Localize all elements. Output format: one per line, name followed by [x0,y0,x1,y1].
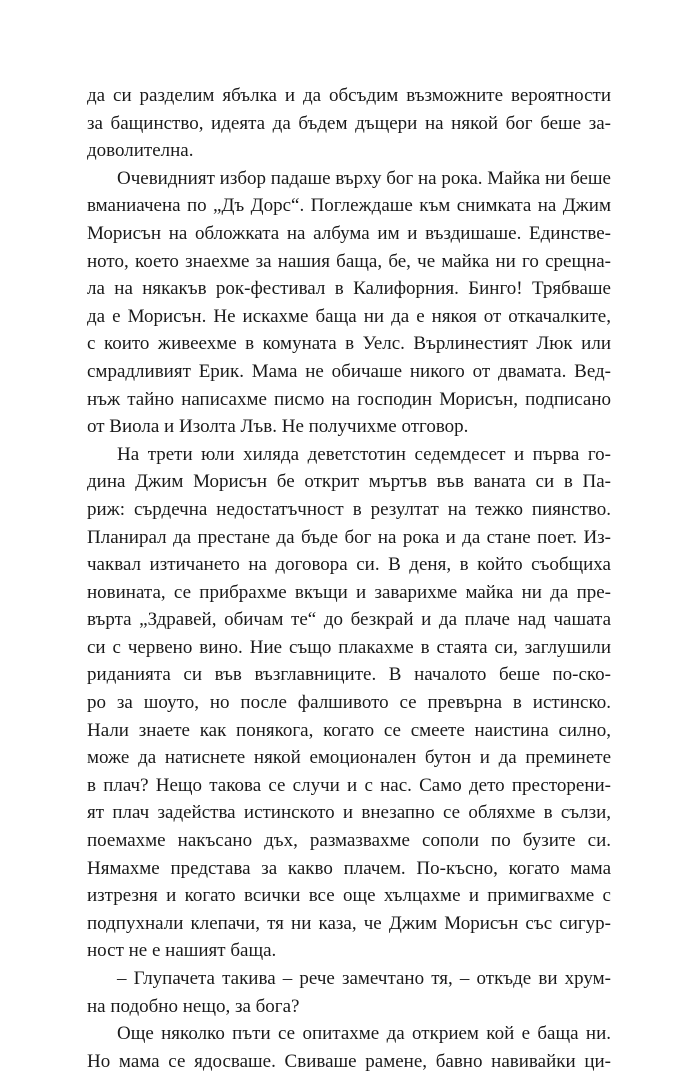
text-line: ла на някакъв рок-фестивал в Калифорния. Бинго! Трябваше [87,278,611,300]
text-line: Морисън на обложката на албума им и въздишаше. Единстве- [87,222,611,244]
text-line: Очевидният избор падаше върху бог на рока. Майка ни беше [117,167,611,189]
text-line: дина Джим Морисън бе открит мъртъв във ваната си в Па- [87,471,611,493]
text-line: ро за шоуто, но после фалшивото се превърна в истинско. [87,692,611,714]
text-line: – Глупачета такива – рече замечтано тя, – откъде ви хрум- [117,968,611,989]
text-line: чаквал изтичането на договора си. В деня, в който съобщиха [87,554,611,576]
text-line: риданията си във възглавниците. В началото беше по-ско- [87,664,611,686]
text-line: риж: сърдечна недостатъчност в резултат на тежко пиянство. [87,498,611,520]
text-line: да е Морисън. Не искахме баща ни да е някоя от откачалките, [87,305,611,327]
text-line: На трети юли хиляда деветстотин седемдесет и първа го- [117,443,611,465]
text-line: Но мама се ядосваше. Свиваше рамене, бавно навивайки ци- [87,1050,611,1072]
text-line: си с червено вино. Ние също плакахме в стаята си, заглушили [87,636,611,658]
text-line: доволителна. [87,140,194,162]
text-line: за бащинство, идеята да бъдем дъщери на някой бог беше за- [87,112,611,134]
text-line: ното, което знаехме за нашия баща, бе, че майка ни го срещна- [87,250,611,272]
text-line: от Виола и Изолта Лъв. Не получихме отговор. [87,416,469,438]
text-line: подпухнали клепачи, тя ни каза, че Джим Морисън със сигур- [87,912,611,934]
text-line: в плач? Нещо такова се случи и с нас. Само дето престорени- [87,774,611,796]
text-line: ност не е нашият баща. [87,940,277,962]
text-line: Нали знаете как понякога, когато се смеете наистина силно, [87,719,611,741]
text-line: да си разделим ябълка и да обсъдим възможните вероятности [87,85,611,106]
text-line: с които живеехме в комуната в Уелс. Върлинестият Люк или [87,333,611,355]
text-line: върта „Здравей, обичам те“ до безкрай и да плаче над чашата [87,609,611,631]
text-line: вманиачена по „Дъ Дорс“. Поглеждаше към снимката на Джим [87,195,611,217]
text-line: ят плач задейства истинското и внезапно се обляхме в сълзи, [87,802,611,824]
text-line: поемахме накъсано дъх, размазвахме сополи по бузите си. [87,830,611,852]
text-line: смрадливият Ерик. Мама не обичаше никого от двамата. Вед- [87,360,611,382]
text-line: новината, се прибрахме вкъщи и заварихме майка ни да пре- [87,581,611,603]
text-line: Планирал да престане да бъде бог на рока и да стане поет. Из- [87,526,611,548]
text-line: изтрезня и когато всички все още хълцахме и примигвахме с [87,885,611,907]
text-line: Още няколко пъти се опитахме да открием кой е баща ни. [117,1023,611,1045]
text-line: на подобно нещо, за бога? [87,995,300,1017]
text-line: нъж тайно написахме писмо на господин Морисън, подписано [87,388,611,410]
text-line: може да натиснете някой емоционален бутон и да преминете [87,747,611,769]
body-text [87,82,611,1075]
text-line: Нямахме представа за какво плачем. По-късно, когато мама [87,857,611,879]
